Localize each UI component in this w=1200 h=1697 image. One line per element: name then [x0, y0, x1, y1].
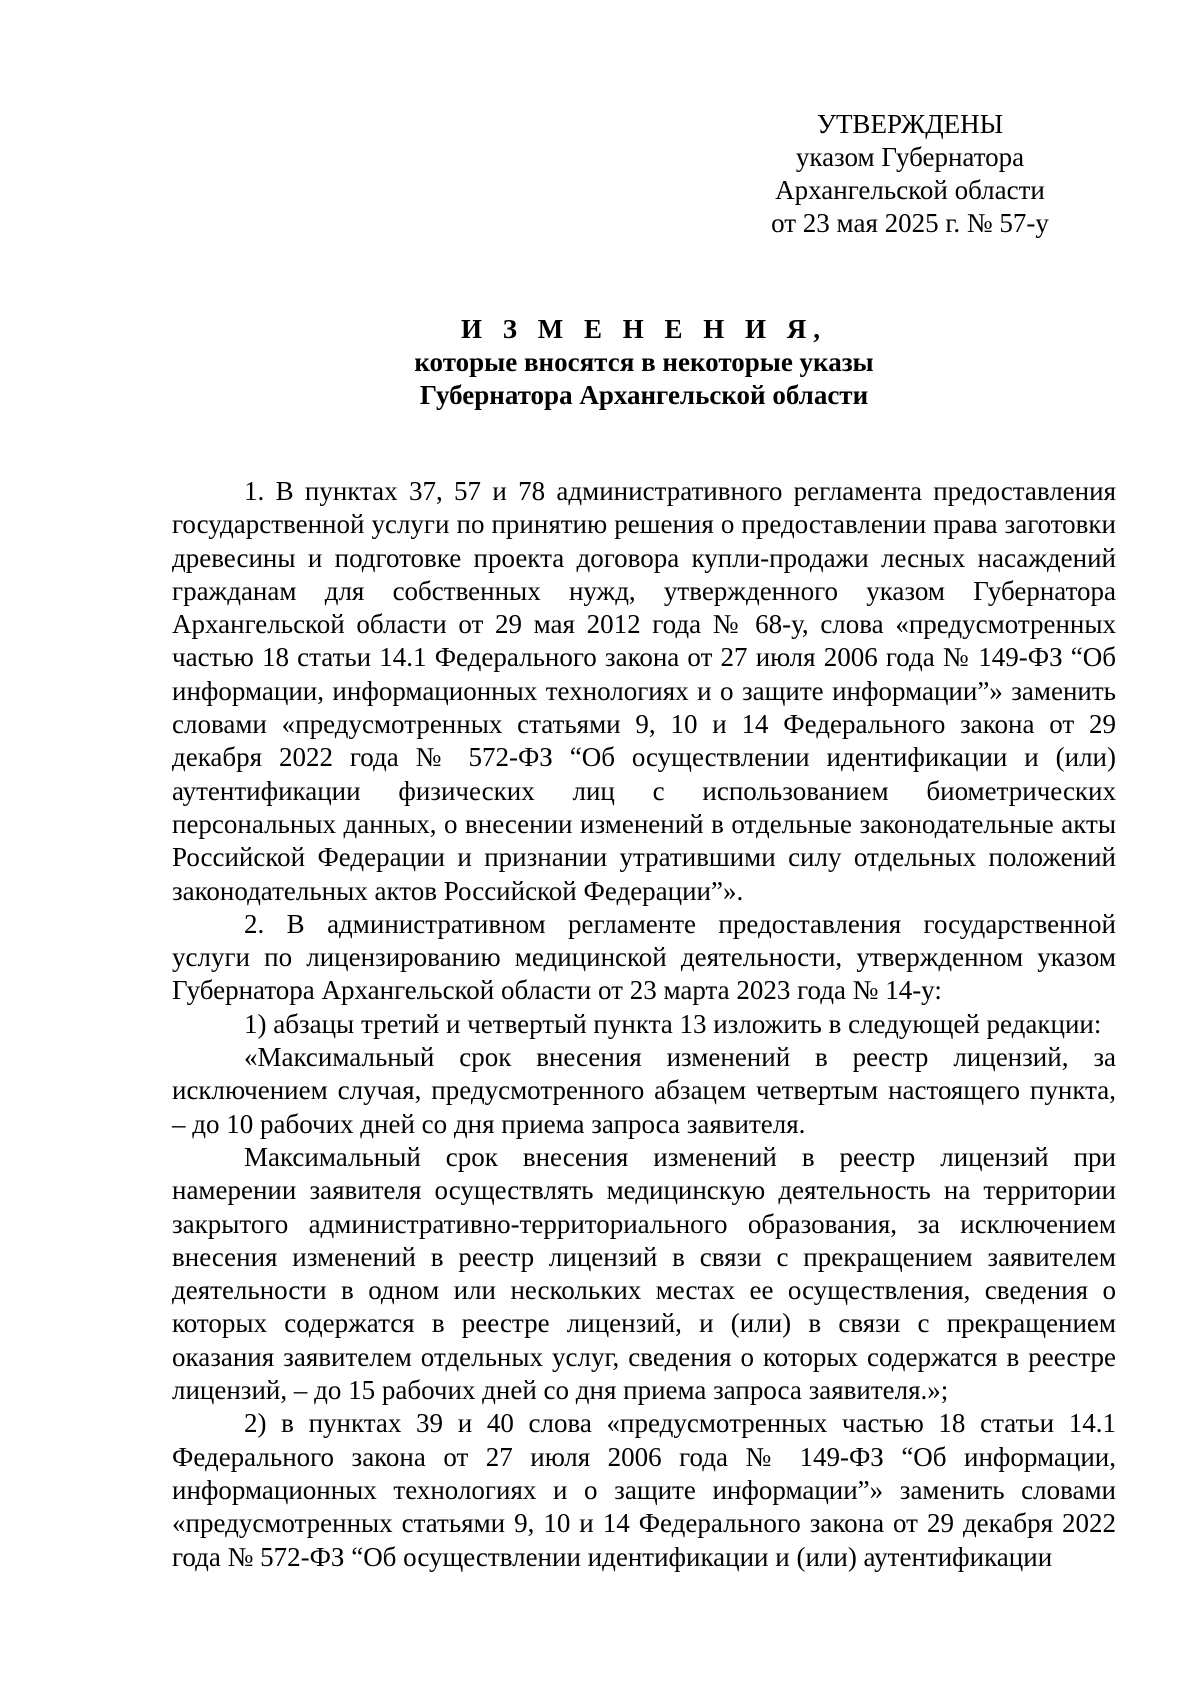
paragraph-6: 2) в пунктах 39 и 40 слова «предусмотренных частью 18 статьи 14.1 Федерального закона от 27 июля 2006 года № 149-ФЗ “Об информации, информационных технологиях и о защите информации”» заменить словами «предусмотренных статьями 9, 10 и 14 Федерального закона от 29 декабря 2022 года № 572-ФЗ “Об осуществлении идентификации и (или) аутентификации [172, 1408, 1116, 1572]
title-heading: И З М Е Н Е Н И Я, [460, 314, 827, 344]
approval-region-line: Архангельской области [775, 175, 1045, 205]
approval-decree-line: указом Губернатора [795, 142, 1025, 172]
paragraph-4: «Максимальный срок внесения изменений в реестр лицензий, за исключением случая, предусмотренного абзацем четвертым настоящего пункта, – до 10 рабочих дней со дня приема запроса заявителя. [172, 1042, 1116, 1139]
title-subheading-1: которые вносятся в некоторые указы [414, 347, 874, 377]
approval-heading: УТВЕРЖДЕНЫ [816, 109, 1004, 139]
paragraph-3: 1) абзацы третий и четвертый пункта 13 изложить в следующей редакции: [244, 1008, 1102, 1039]
document-title [172, 313, 1116, 412]
title-subheading-2: Губернатора Архангельской области [419, 380, 869, 410]
paragraph-1: 1. В пунктах 37, 57 и 78 административного регламента предоставления государственной услуги по принятию решения о предоставлении права заготовки древесины и подготовке проекта договора купли-продажи лесных насаждений гражданам для собственных нужд, утвержденного указом Губернатора Архангельской области от 29 мая 2012 года № 68-у, слова «предусмотренных частью 18 статьи 14.1 Федерального закона от 27 июля 2006 года № 149-ФЗ “Об информации, информационных технологиях и о защите информации”» заменить словами «предусмотренных статьями 9, 10 и 14 Федерального закона от 29 декабря 2022 года № 572-ФЗ “Об осуществлении идентификации и (или) аутентификации физических лиц с использованием биометрических персональных данных, о внесении изменений в отдельные законодательные акты Российской Федерации и признании утратившими силу отдельных положений законодательных актов Российской Федерации”». [172, 476, 1116, 906]
paragraph-5: Максимальный срок внесения изменений в реестр лицензий при намерении заявителя осуществлять медицинскую деятельность на территории закрытого административно-территориального образования, за исключением внесения изменений в реестр лицензий в связи с прекращением заявителем деятельности в одном или нескольких местах ее осуществления, сведения о которых содержатся в реестре лицензий, и (или) в связи с прекращением оказания заявителем отдельных услуг, сведения о которых содержатся в реестре лицензий, – до 15 рабочих дней со дня приема запроса заявителя.»; [172, 1141, 1116, 1406]
paragraph-2: 2. В административном регламенте предоставления государственной услуги по лицензированию медицинской деятельности, утвержденном указом Губернатора Архангельской области от 23 марта 2023 года № 14-у: [172, 908, 1116, 1006]
approval-date-line: от 23 мая 2025 г. № 57-у [771, 208, 1049, 238]
document-body [172, 475, 1116, 1574]
approval-stamp [760, 108, 1060, 240]
